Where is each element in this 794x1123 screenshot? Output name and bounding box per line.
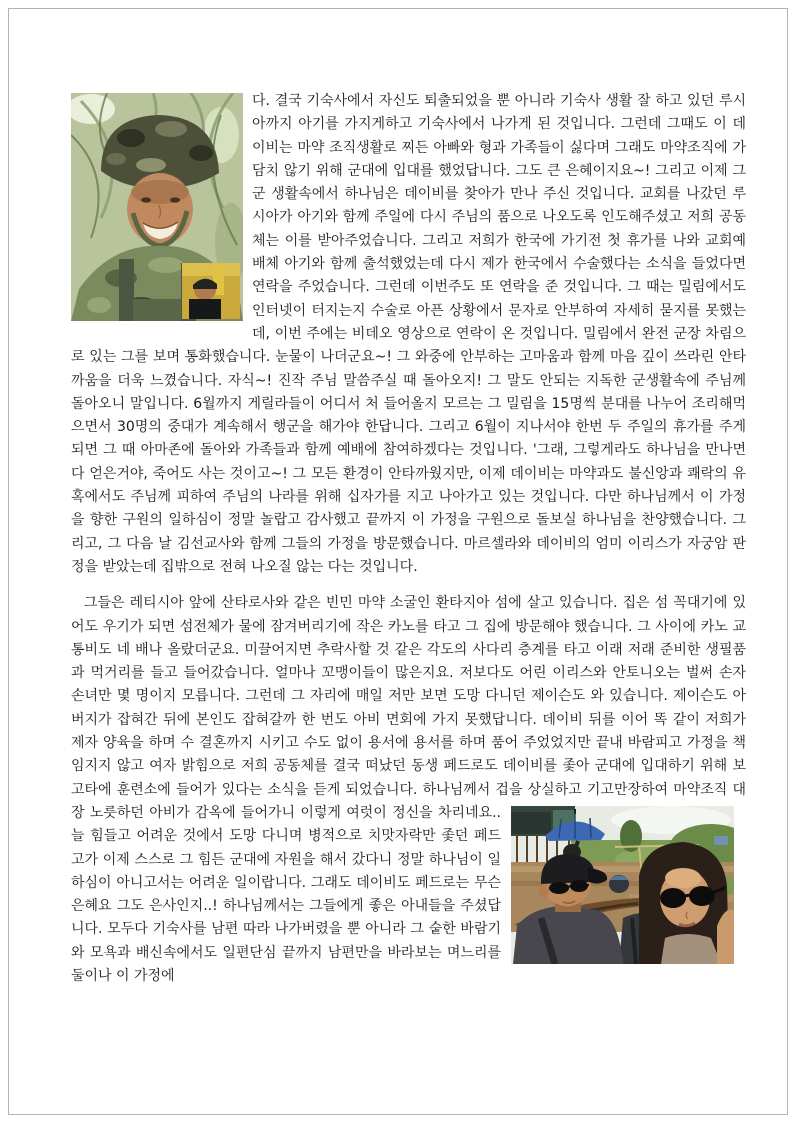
paragraph-1 — [71, 90, 746, 579]
paragraph-2-text-after-photo: 니 이렇게 여럿이 정신을 차리네요.. 늘 힘들고 어려운 것에서 도망 다니며 병적으로 치맛자락만 좇던 페드고가 이제 스스로 그 힘든 군대에 자원을 해서 갔다니 정말 하나님이 일하심이 아니고서는 어려운 일이랍니다. 그래도 데이비도 페드로는 무슨 은혜요 그도 은사인지..! 하나님께서는 그들에게 좋은 아내들을 주셨답니다. 모두다 기숙사를 남편 따라 나가버렸을 뿐 아니라 그 숱한 바람기와 모욕과 배신속에서도 일편단심 끝까지 남편만을 바라보는 며느리를 둘이나 이 가정에 — [71, 804, 501, 984]
soldier-video-call-photo — [71, 93, 243, 321]
river-canoe-selfie-photo — [511, 806, 734, 964]
paragraph-2-text-before-photo: 그들은 레티시아 앞에 산타로사와 같은 빈민 마약 소굴인 환타지아 섬에 살고 있습니다. 집은 섬 꼭대기에 있어도 우기가 되면 섬전체가 물에 잠겨버리기에 작은 카노를 타고 그 집에 방문해야 했습니다. 그 사이에 카노 교통비도 네 배나 올랐더군요. 미끌어지면 추락사할 것 같은 각도의 사다리 층계를 타고 이래 저래 준비한 생필품과 먹거리를 들고 들어갔습니다. 얼마나 꼬맹이들이 많은지요. 저보다도 어린 이리스와 안토니오는 벌써 손자 손녀만 몇 명이지 모릅니다. 그런데 그 자리에 매일 저만 보면 도망 다니던 제이슨도 와 있습니다. 제이슨도 아버지가 잡혀간 뒤에 본인도 잡혀갈까 한 번도 아비 면회에 가지 못했답니다. 데이비 뒤를 이어 똑 같이 저희가 제자 양육을 하며 수 결혼까지 시키고 수도 없이 용서에 용서를 하며 품어 주었었지만 끝내 바람피고 가정을 책임지지 않고 여자 밝힘으로 저희 공동체를 결국 떠났던 동생 페드로도 데이비를 좇아 군대에 입대하기 위해 보고타에 훈련소에 들어가 있다는 소식을 듣게 되었습니다. 하나님께서 겁을 상실하고 기고만장하여 마약조직 대장 노릇하던 아비가 감옥에 들어가 — [71, 595, 746, 821]
paragraph-2 — [71, 592, 746, 988]
document-body — [71, 90, 746, 1001]
soldier-photo-art — [71, 93, 243, 321]
canoe-photo-art — [511, 806, 734, 964]
paragraph-1-text: 다. 결국 기숙사에서 자신도 퇴출되었을 뿐 아니라 기숙사 생활 잘 하고 있던 루시아까지 아기를 가지게하고 기숙사에서 나가게 된 것입니다. 그런데 그때도 이 데이비는 마약 조직생활로 찌든 아빠와 형과 가족들이 싫다며 그래도 마약조직에 가담치 않기 위해 군대에 입대를 했었답니다. 그도 큰 은혜이지요~! 그리고 이제 그 군 생활속에서 하나님은 데이비를 찾아가 만나 주신 것입니다. 교회를 나갔던 루시아가 아기와 함께 주일에 다시 주님의 품으로 나오도록 인도해주셨고 저희 공동체는 이를 받아주었습니다. 그리고 저희가 한국에 가기전 첫 휴가를 나와 교회예배체 아기와 함께 출석했었는데 다시 제가 한국에서 수술했다는 소식을 들었다면 연락을 주었습니다. 그런데 이번주도 또 연락을 준 것입니다. 그 때는 밀림에서도 인터넷이 터지는지 수술로 아픈 상황에서 문자로 안부하여 자세히 묻지를 못했는데, 이번 주에는 비데오 영상으로 연락이 온 것입니다. 밀림에서 완전 군장 차림으로 있는 그를 보며 통화했습니다. 눈물이 나더군요~! 그 와중에 안부하는 고마움과 함께 마음 깊이 쓰라린 안타까움을 더욱 느꼈습니다. 자식~! 진작 주님 말씀주실 때 돌아오지! 그 말도 안되는 지독한 군생활속에 주님께 돌아오니 말입니다. 6월까지 게릴라들이 어디서 처 들어올지 모르는 그 밀림을 15명씩 분대를 나누어 조리해먹으면서 30명의 중대가 계속해서 행군을 해가야 한답니다. 그리고 6월이 지나서야 한번 두 주일의 휴가를 주게 되면 그 때 아마존에 돌아와 가족들과 함께 예배에 참여하겠다는 것입니다. '그래, 그렇게라도 하나님을 만나면 다 얻은거야, 죽어도 사는 것이고~! 그 모든 환경이 안타까웠지만, 이제 데이비는 마약과도 불신앙과 쾌락의 유혹에서도 주님께 피하여 주님의 나라를 위해 십자가를 지고 나아가고 있는 것입니다. 다만 하나님께서 이 가정을 향한 구원의 일하심이 정말 놀랍고 감사했고 끝까지 이 가정을 구원으로 돌보실 하나님을 찬양했습니다. 그리고, 그 다음 날 김선교사와 함께 그들의 가정을 방문했습니다. 마르셀라와 데이비의 엄미 이리스가 자궁암 판정을 받았는데 집밖으로 전혀 나오질 않는 다는 것입니다. — [71, 93, 746, 575]
